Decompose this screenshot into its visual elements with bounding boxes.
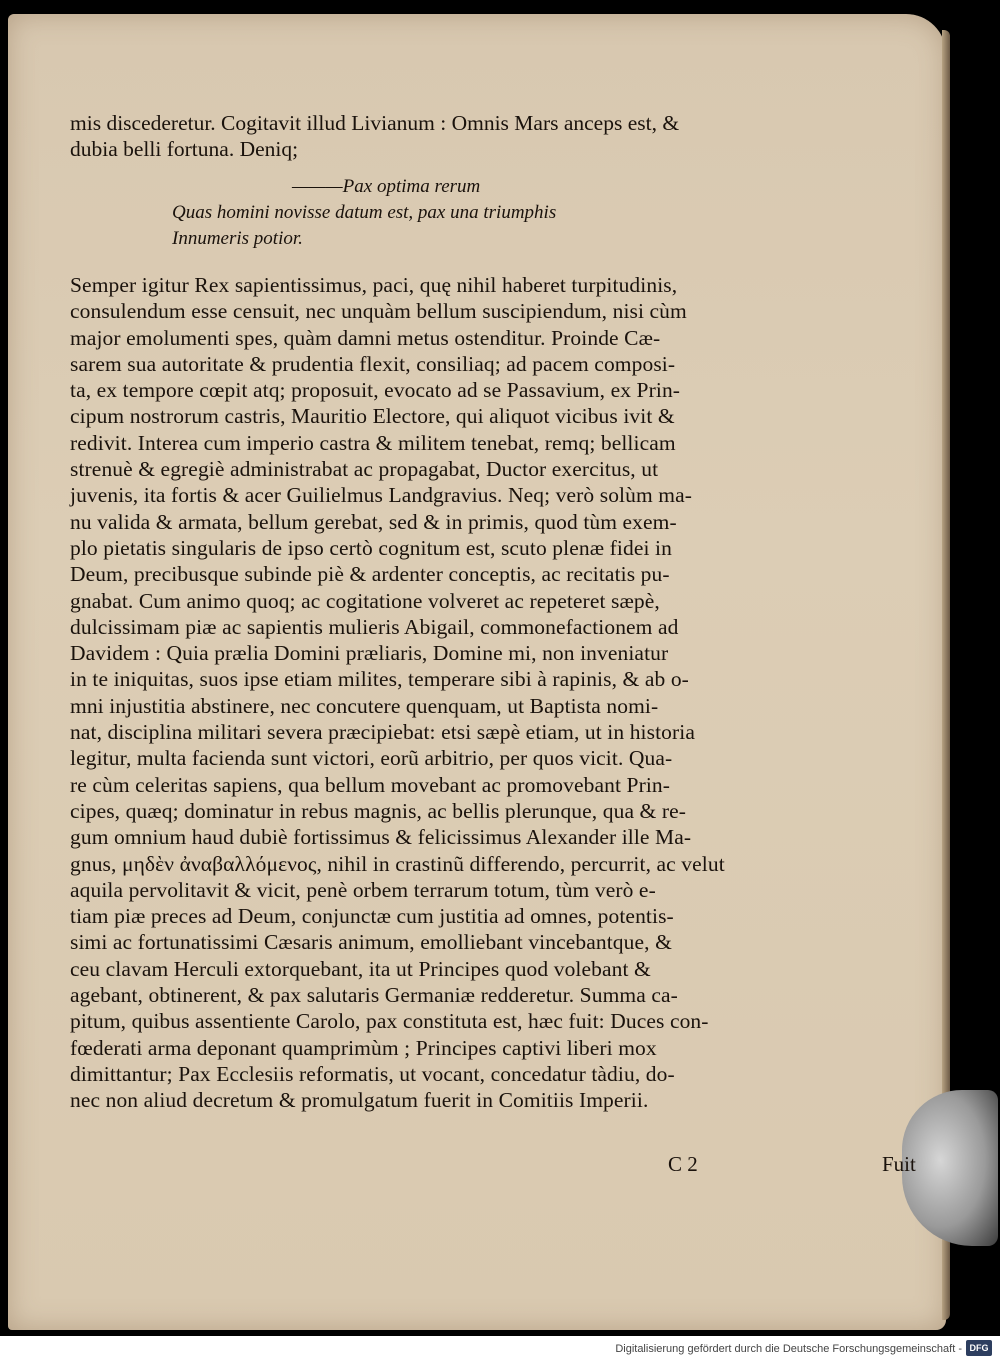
text-line: ceu clavam Herculi extorquebant, ita ut Principes quod volebant & — [70, 956, 651, 981]
text-line: mni injustitia abstinere, nec concutere quenquam, ut Baptista nomi- — [70, 693, 659, 718]
catchword: Fuit — [882, 1152, 916, 1176]
text-line: nu valida & armata, bellum gerebat, sed & in primis, quod tùm exem- — [70, 509, 677, 534]
funding-credit: Digitalisierung gefördert durch die Deutsche Forschungsgemeinschaft - — [615, 1343, 962, 1355]
text-line: tiam piæ preces ad Deum, conjunctæ cum justitia ad omnes, potentis- — [70, 904, 674, 929]
text-line: dulcissimam piæ ac sapientis mulieris Abigail, commonefactionem ad — [70, 614, 679, 639]
text-line: cipum nostrorum castris, Mauritio Electore, qui aliquot vicibus ivit & — [70, 404, 675, 429]
signature-mark: C 2 — [668, 1152, 698, 1176]
text-line: major emolumenti spes, quàm damni metus ostenditur. Proinde Cæ- — [70, 325, 661, 350]
text-line: dubia belli fortuna. Deniq; — [70, 137, 299, 162]
verse-quote — [172, 174, 632, 252]
top-text — [70, 110, 770, 163]
text-line: in te iniquitas, suos ipse etiam milites, temperare sibi à rapinis, & ab o- — [70, 667, 689, 692]
text-line: sarem sua autoritate & prudentia flexit, consiliaq; ad pacem composi- — [70, 351, 676, 376]
text-line: pitum, quibus assentiente Carolo, pax constituta est, hæc fuit: Duces con- — [70, 1009, 709, 1034]
text-line: Deum, precibusque subinde piè & ardenter conceptis, ac recitatis pu- — [70, 562, 670, 587]
text-line: cipes, quæq; dominatur in rebus magnis, ac bellis plerunque, qua & re- — [70, 798, 687, 823]
text-line: fœderati arma deponant quamprimùm ; Principes captivi liberi mox — [70, 1035, 657, 1060]
text-line: re cùm celeritas sapiens, qua bellum movebant ac promovebant Prin- — [70, 772, 671, 797]
footer-bar — [0, 1336, 1000, 1362]
text-line: Davidem : Quia prælia Domini præliaris, Domine mi, non inveniatur — [70, 641, 669, 666]
text-line: plo pietatis singularis de ipso certò cognitum est, scuto plenæ fidei in — [70, 535, 672, 560]
text-line: simi ac fortunatissimi Cæsaris animum, emolliebant vincebantque, & — [70, 930, 672, 955]
text-line: Semper igitur Rex sapientissimus, paci, quę nihil haberet turpitudinis, — [70, 273, 678, 297]
quote-line: ———Pax optima rerum — [292, 176, 481, 197]
text-line: gnabat. Cum animo quoq; ac cogitatione volveret ac repeteret sæpè, — [70, 588, 660, 613]
text-line: gum omnium haud dubiè fortissimus & felicissimus Alexander ille Ma- — [70, 825, 692, 850]
text-line: strenuè & egregiè administrabat ac propagabat, Ductor exercitus, ut — [70, 457, 659, 482]
text-line: ta, ex tempore cœpit atq; proposuit, evocato ad se Passavium, ex Prin- — [70, 378, 681, 403]
text-line: mis discederetur. Cogitavit illud Livianum : Omnis Mars anceps est, & — [70, 111, 680, 135]
text-line: redivit. Interea cum imperio castra & militem tenebat, remq; bellicam — [70, 430, 676, 455]
text-line: nec non aliud decretum & promulgatum fuerit in Comitiis Imperii. — [70, 1088, 649, 1113]
dfg-logo[interactable]: DFG — [966, 1340, 992, 1356]
text-line: nat, disciplina militari severa præcipiebat: etsi sæpè etiam, ut in historia — [70, 720, 695, 745]
quote-line: Innumeris potior. — [172, 228, 303, 249]
body-text — [70, 272, 775, 1114]
text-line: gnus, μηδὲν ἀναβαλλόμενος, nihil in crastinũ differendo, percurrit, ac velut — [70, 851, 725, 876]
text-line: agebant, obtinerent, & pax salutaris Germaniæ redderetur. Summa ca- — [70, 983, 678, 1008]
quote-line: Quas homini novisse datum est, pax una triumphis — [172, 202, 557, 223]
text-line: aquila pervolitavit & vicit, penè orbem terrarum totum, tùm verò e- — [70, 877, 656, 902]
text-line: consulendum esse censuit, nec unquàm bellum suscipiendum, nisi cùm — [70, 299, 687, 324]
text-line: legitur, multa facienda sunt victori, eorũ arbitrio, per quos vicit. Qua- — [70, 746, 673, 771]
text-line: dimittantur; Pax Ecclesiis reformatis, ut vocant, concedatur tàdiu, do- — [70, 1061, 675, 1086]
text-line: juvenis, ita fortis & acer Guilielmus Landgravius. Neq; verò solùm ma- — [70, 483, 692, 508]
